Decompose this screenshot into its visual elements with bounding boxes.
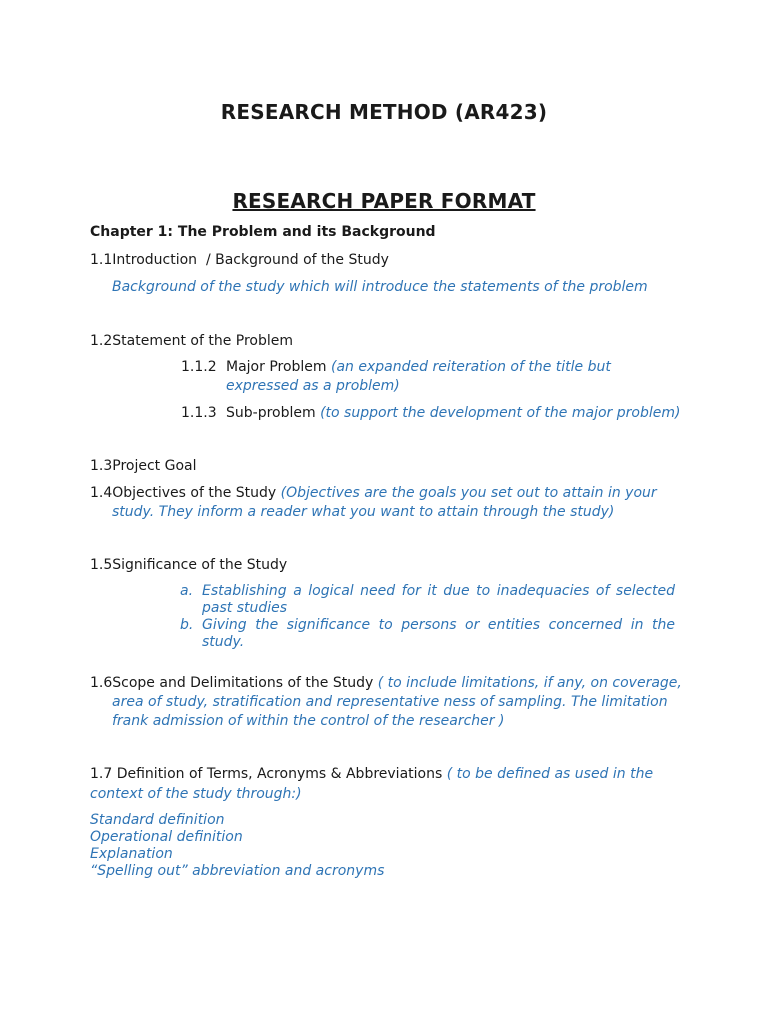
list-marker: a. bbox=[180, 583, 194, 599]
section-number: 1.6 bbox=[90, 675, 113, 691]
section-number: 1.5 bbox=[90, 557, 113, 573]
section-number: 1.3 bbox=[90, 458, 113, 474]
section-label: 1.7 Definition of Terms, Acronyms & Abbreviations bbox=[90, 766, 443, 782]
section-number: 1.2 bbox=[90, 333, 113, 349]
subsection-label: Major Problem bbox=[226, 359, 327, 375]
section-1-1-note: Background of the study which will introduce the statements of the problem bbox=[112, 279, 648, 295]
section-1-4-note-cont: study. They inform a reader what you want to attain through the study) bbox=[112, 504, 615, 520]
section-label: Objectives of the Study bbox=[112, 485, 277, 501]
section-note: ( to be defined as used in the bbox=[446, 766, 654, 782]
section-1-3-heading bbox=[90, 458, 197, 474]
list-item bbox=[180, 583, 675, 617]
section-number: 1.4 bbox=[90, 485, 113, 501]
section-label: Significance of the Study bbox=[112, 557, 288, 573]
list-item bbox=[180, 617, 675, 651]
section-1-7-note-cont: context of the study through:) bbox=[90, 786, 302, 802]
subsection-note: (an expanded reiteration of the title but bbox=[331, 359, 611, 375]
section-label: Project Goal bbox=[112, 458, 197, 474]
subsection-1-1-2-number: 1.1.2 bbox=[181, 359, 217, 375]
section-number: 1.1 bbox=[90, 252, 113, 268]
definition-item: Operational definition bbox=[90, 829, 243, 845]
section-1-7-heading bbox=[90, 766, 653, 782]
definition-item: Explanation bbox=[90, 846, 173, 862]
section-label: Scope and Delimitations of the Study bbox=[112, 675, 374, 691]
subsection-1-1-3-number: 1.1.3 bbox=[181, 405, 217, 421]
subsection-note: (to support the development of the major problem) bbox=[320, 405, 681, 421]
subsection-label: Sub-problem bbox=[226, 405, 316, 421]
definition-item: Standard definition bbox=[90, 812, 225, 828]
significance-list bbox=[180, 583, 675, 651]
section-1-4-heading bbox=[90, 485, 657, 501]
definition-item: “Spelling out” abbreviation and acronyms bbox=[90, 863, 385, 879]
section-note: (Objectives are the goals you set out to attain in your bbox=[280, 485, 657, 501]
section-label: Introduction / Background of the Study bbox=[112, 252, 389, 268]
section-1-6-heading bbox=[90, 675, 682, 691]
list-item-text: Giving the significance to persons or entities concerned in the study. bbox=[202, 617, 675, 650]
subsection-1-1-3 bbox=[226, 405, 680, 421]
section-label: Statement of the Problem bbox=[112, 333, 293, 349]
subsection-1-1-2-note-cont: expressed as a problem) bbox=[226, 378, 400, 394]
list-item-text: Establishing a logical need for it due to inadequacies of selected past studies bbox=[202, 583, 675, 616]
chapter-heading: Chapter 1: The Problem and its Background bbox=[90, 224, 436, 240]
section-1-2-heading bbox=[90, 333, 293, 349]
section-1-6-note-cont: frank admission of within the control of the researcher ) bbox=[112, 713, 505, 729]
section-note: ( to include limitations, if any, on coverage, bbox=[377, 675, 682, 691]
section-1-1-heading bbox=[90, 252, 389, 268]
subsection-1-1-2 bbox=[226, 359, 611, 375]
document-subtitle: RESEARCH PAPER FORMAT bbox=[232, 189, 536, 213]
section-1-6-note-cont: area of study, stratification and representative ness of sampling. The limitation bbox=[112, 694, 668, 710]
section-1-5-heading bbox=[90, 557, 287, 573]
document-title: RESEARCH METHOD (AR423) bbox=[220, 100, 548, 124]
list-marker: b. bbox=[180, 617, 194, 633]
